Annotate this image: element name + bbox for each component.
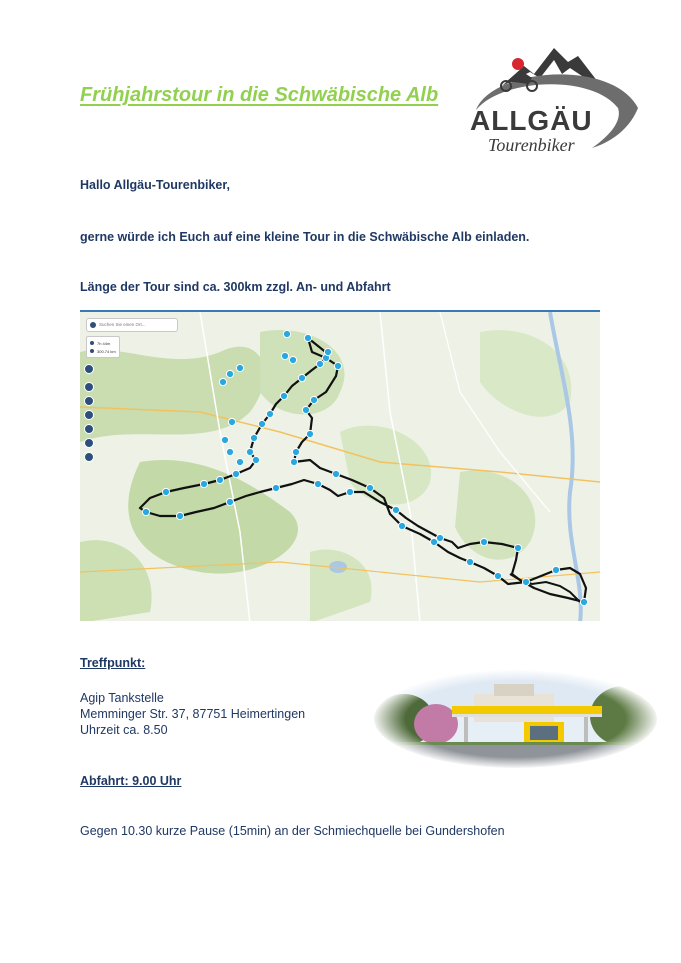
meeting-place: Agip Tankstelle xyxy=(80,691,164,705)
page-title: Frühjahrstour in die Schwäbische Alb xyxy=(80,84,439,106)
map-search-input[interactable] xyxy=(86,318,178,332)
pause-text: Gegen 10.30 kurze Pause (15min) an der Schmiechquelle bei Gundershofen xyxy=(80,824,505,838)
meeting-point-heading: Treffpunkt: xyxy=(80,656,146,670)
map-tool-car-icon[interactable] xyxy=(84,410,94,420)
clock-icon xyxy=(90,341,94,345)
route-map[interactable] xyxy=(80,310,600,621)
map-tool-user-icon[interactable] xyxy=(84,424,94,434)
logo-text-tourenbiker: Tourenbiker xyxy=(488,135,575,155)
greeting-text: Hallo Allgäu-Tourenbiker, xyxy=(80,178,231,192)
departure-heading: Abfahrt: 9.00 Uhr xyxy=(80,774,182,788)
tour-length-text: Länge der Tour sind ca. 300km zzgl. An- und Abfahrt xyxy=(80,280,391,294)
route-distance: 300.74 km xyxy=(97,349,116,354)
map-pin-icon xyxy=(90,322,96,328)
map-tool-route-icon[interactable] xyxy=(84,364,94,374)
map-tool-info-icon[interactable] xyxy=(84,438,94,448)
gas-station-photo xyxy=(374,670,657,768)
invitation-text: gerne würde ich Euch auf eine kleine Tour in die Schwäbische Alb einladen. xyxy=(80,230,530,244)
logo-text-allgaeu: ALLGÄU xyxy=(470,105,593,136)
map-canvas xyxy=(80,312,600,621)
meeting-time: Uhrzeit ca. 8.50 xyxy=(80,723,168,737)
meeting-address: Memminger Str. 37, 87751 Heimertingen xyxy=(80,707,306,721)
map-search-placeholder: Suchen Sie einen Ort... xyxy=(99,322,146,327)
route-duration: 7h 44m xyxy=(97,341,111,346)
distance-icon xyxy=(90,349,94,353)
meeting-address-block xyxy=(80,690,305,738)
allgaeu-tourenbiker-logo xyxy=(462,38,642,160)
map-tool-layers-icon[interactable] xyxy=(84,382,94,392)
map-tool-marker-icon[interactable] xyxy=(84,396,94,406)
map-tool-share-icon[interactable] xyxy=(84,452,94,462)
route-stats-box xyxy=(86,336,120,358)
